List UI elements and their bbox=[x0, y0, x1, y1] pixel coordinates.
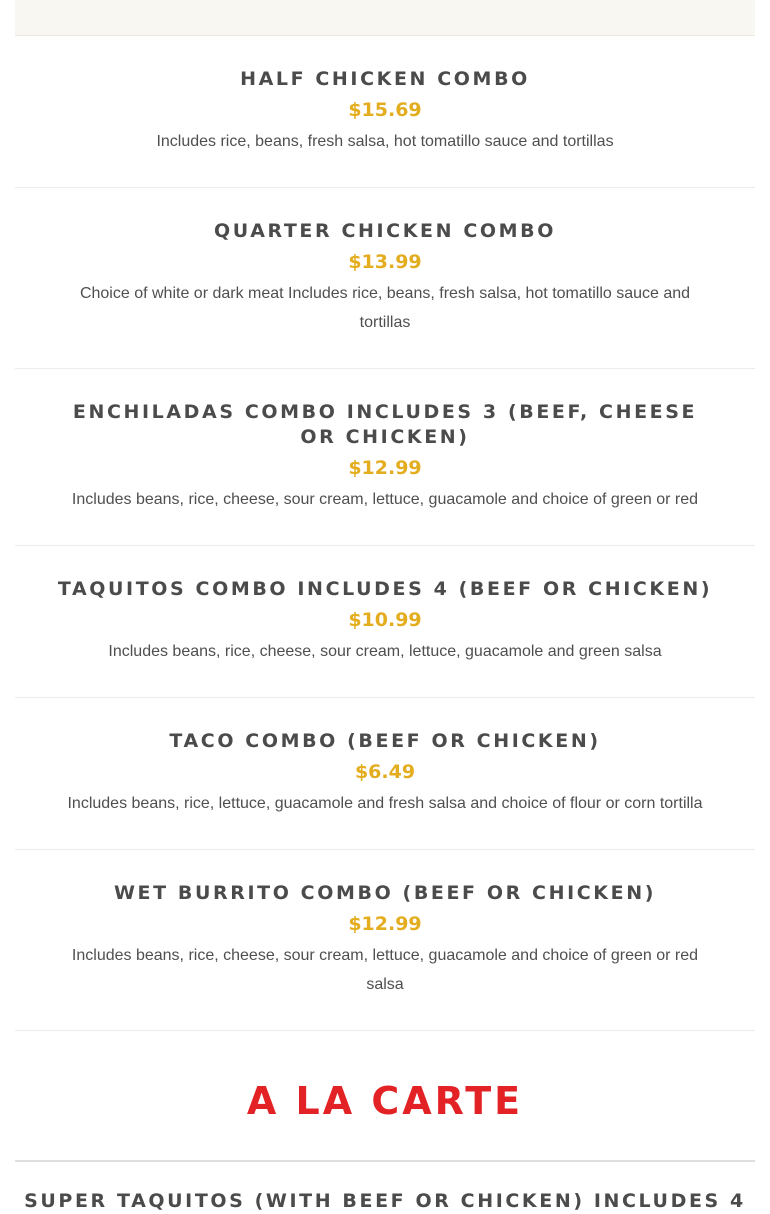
item-description: Choice of white or dark meat Includes rice, beans, fresh salsa, hot tomatillo sauce and tortillas bbox=[79, 285, 691, 331]
item-name: WET BURRITO COMBO (BEEF OR CHICKEN) bbox=[114, 882, 656, 904]
section-divider bbox=[15, 1160, 755, 1162]
item-description: Includes beans, rice, cheese, sour cream, lettuce, guacamole and choice of green or red salsa bbox=[71, 947, 699, 993]
menu-item bbox=[15, 369, 755, 546]
item-name: ENCHILADAS COMBO INCLUDES 3 (BEEF, CHEESE OR CHICKEN) bbox=[72, 401, 698, 448]
menu-item bbox=[15, 36, 755, 188]
item-description: Includes beans, rice, cheese, sour cream, lettuce, guacamole and choice of green or red bbox=[71, 491, 699, 508]
item-name: TAQUITOS COMBO INCLUDES 4 (BEEF OR CHICKEN) bbox=[57, 578, 713, 600]
menu-item bbox=[15, 698, 755, 850]
item-description: Includes rice, beans, fresh salsa, hot tomatillo sauce and tortillas bbox=[156, 133, 614, 150]
item-price: $15.69 bbox=[348, 99, 422, 121]
previous-section-footer bbox=[15, 0, 755, 36]
section-title: A LA CARTE bbox=[246, 1079, 524, 1123]
menu-item bbox=[15, 188, 755, 369]
item-name: SUPER TAQUITOS (WITH BEEF OR CHICKEN) INCLUDES 4 bbox=[24, 1190, 746, 1212]
item-name: HALF CHICKEN COMBO bbox=[240, 68, 530, 90]
item-price: $10.99 bbox=[348, 609, 422, 631]
item-name: TACO COMBO (BEEF OR CHICKEN) bbox=[169, 730, 601, 752]
item-description: Includes beans, rice, lettuce, guacamole and fresh salsa and choice of flour or corn tortilla bbox=[67, 795, 703, 812]
item-price: $13.99 bbox=[348, 251, 422, 273]
item-name: QUARTER CHICKEN COMBO bbox=[214, 220, 556, 242]
item-price: $12.99 bbox=[348, 913, 422, 935]
item-description: Includes beans, rice, cheese, sour cream, lettuce, guacamole and green salsa bbox=[108, 643, 662, 660]
menu-item bbox=[15, 850, 755, 1031]
item-price: $6.49 bbox=[354, 761, 416, 783]
menu-item bbox=[15, 546, 755, 698]
menu-page bbox=[15, 0, 755, 1212]
item-price: $12.99 bbox=[348, 457, 422, 479]
